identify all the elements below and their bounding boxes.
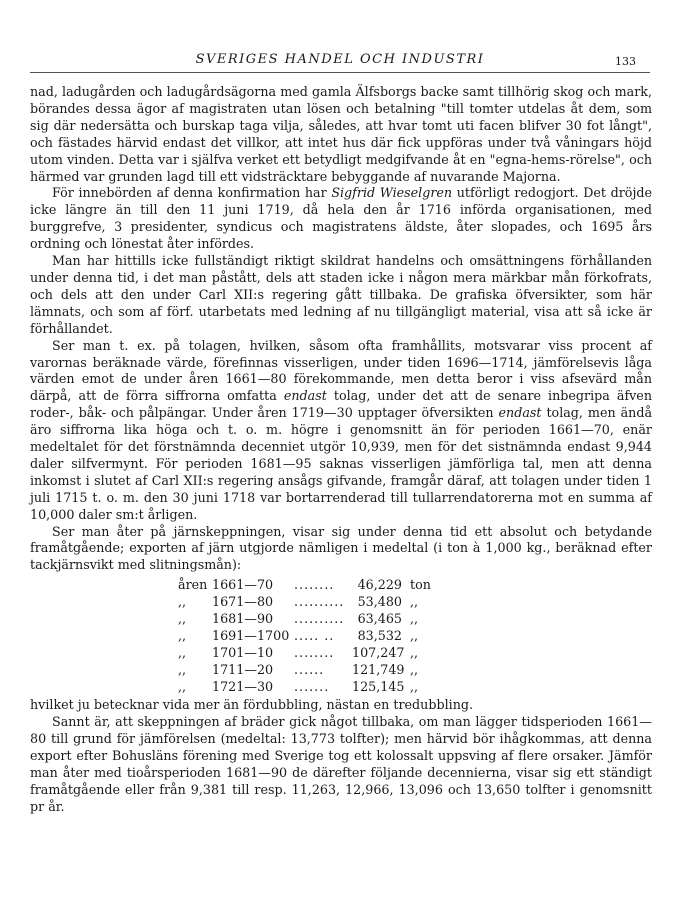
- row-leader-dots: ..........: [294, 611, 345, 627]
- text-segment: Ser man åter på järnskeppningen, visar sig under denna tid ett absolut och betydande framåtgående; exporten af järn utgjorde nämligen i medeltal (i ton à 1,000 kg., beräknad efter tackjärnsvikt med slitningsmån):: [30, 523, 652, 573]
- row-period: 1671—80: [212, 594, 274, 610]
- row-value: 46,229: [357, 577, 402, 593]
- row-label: ,,: [178, 645, 187, 661]
- paragraph-p4: [30, 338, 652, 524]
- table-row: [178, 576, 652, 593]
- row-value: 121,749: [352, 662, 405, 678]
- row-leader-dots: ......: [294, 662, 325, 678]
- text-segment: Ser man t. ex. på tolagen, hvilken, såsom ofta framhållits, motsvarar viss procent af varornas beräknade värde, förefinnas visserligen, under tiden 1696—1714, jämförelsevis låga värden emot de under åren 1661—80 förekommande, men detta beror i viss afsevärd mån därpå, att de förra siffrorna omfatta: [30, 337, 652, 404]
- row-label: ,,: [178, 594, 187, 610]
- table-row: [178, 644, 652, 661]
- row-value: 63,465: [357, 611, 402, 627]
- paragraph-p6: [30, 697, 652, 714]
- body-text: [30, 84, 652, 816]
- running-title: SVERIGES HANDEL OCH INDUSTRI: [195, 52, 485, 67]
- row-leader-dots: ..... ..: [294, 628, 335, 644]
- paragraph-p1: [30, 84, 652, 185]
- text-segment: tolag, men ändå äro siffrorna lika höga och t. o. m. högre i genomsnitt än för perioden 1661—70, enär medeltalet för det förstnämnda decenniet utgör 10,939, men för det sistnämnda endast 9,944 daler silfvermynt. För perioden 1681—95 saknas visserligen jämförliga tal, men att denna inkomst i slutet af Carl XII:s regering ansågs gifvande, framgår däraf, att tolagen under tiden 1 juli 1715 t. o. m. den 30 juni 1718 var bortarrenderad till tullarrendatorerna mot en summa af 10,000 daler sm:t årligen.: [30, 405, 653, 522]
- text-segment: För innebörden af denna konfirmation har: [52, 185, 332, 201]
- text-segment: utförligt redogjort. Det dröjde icke längre än till den 11 juni 1719, då hela den år 1716 införda organisationen, med burggrefve, 3 presidenter, syndicus och magistratens äldste, åter slopades, och 1695 års ordning och lönestat åter infördes.: [30, 185, 653, 252]
- row-value: 125,145: [352, 679, 405, 695]
- text-segment: tolag, under det att de senare inbegripa äfven roder-, båk- och pålpängar. Under åren 1719—30 upptager öfversikten: [30, 388, 652, 421]
- row-period: 1661—70: [212, 577, 274, 593]
- row-period: 1711—20: [212, 662, 274, 678]
- paragraph-p2: [30, 185, 652, 253]
- table-row: [178, 593, 652, 610]
- row-label: ,,: [178, 662, 187, 678]
- row-period: 1691—1700: [212, 628, 290, 644]
- text-segment: Man har hittills icke fullständigt riktigt skildrat handelns och omsättningens förhållanden under denna tid, i det man påstått, dels att staden icke i någon mera märkbar mån förkofrats, och dels att den under Carl XII:s regering gått tillbaka. De grafiska öfversikter, som här lämnats, och som af förf. utarbetats med ledning af nu tillgängligt material, visa att så icke är förhållandet.: [30, 253, 652, 336]
- paragraphs-before-table: [30, 84, 652, 574]
- row-period: 1721—30: [212, 679, 274, 695]
- page-number: 133: [615, 55, 636, 68]
- row-period: 1701—10: [212, 645, 274, 661]
- row-period: 1681—90: [212, 611, 274, 627]
- row-value: 83,532: [357, 628, 402, 644]
- table-row: [178, 661, 652, 678]
- text-segment: nad, ladugården och ladugårdsägorna med gamla Älfsborgs backe samt tillhörig skog och mark, börandes dessa ägor af magistraten utan lösen och betalning "till tomter utdelas åt dem, som sig där nedersätta och burskap taga vilja, således, att hvar tomt uti facen blifver 30 fot långt", och fästades härvid endast det villkor, att intet hus där fick uppföras under två våningars höjd utom vinden. Detta var i själfva verket ett betydligt medgifvande åt en "egna-hems-rörelse", och härmed var grunden lagd till ett vidsträcktare bebyggande af nuvarande Majorna.: [30, 84, 652, 184]
- row-leader-dots: ........: [294, 645, 335, 661]
- emphasized-text: Sigfrid Wieselgren: [331, 185, 453, 201]
- paragraph-p5: [30, 524, 652, 575]
- row-value: 53,480: [357, 594, 402, 610]
- emphasized-text: endast: [283, 388, 327, 404]
- table-row: [178, 678, 652, 695]
- row-unit: ,,: [410, 679, 419, 695]
- paragraph-p3: [30, 253, 652, 338]
- row-leader-dots: ..........: [294, 594, 345, 610]
- row-label: åren: [178, 577, 208, 593]
- row-unit: ,,: [410, 645, 419, 661]
- paragraphs-after-table: [30, 697, 652, 815]
- row-leader-dots: .......: [294, 679, 330, 695]
- row-leader-dots: ........: [294, 577, 335, 593]
- iron-export-table: [30, 576, 652, 695]
- row-unit: ,,: [410, 662, 419, 678]
- text-segment: Sannt är, att skeppningen af bräder gick något tillbaka, om man lägger tidsperioden 1661—80 till grund för jämförelsen (medeltal: 13,773 tolfter); men härvid bör ihågkommas, att denna export efter Bohusläns förening med Sverige tog ett kolossalt uppsving af flere orsaker. Jämför man åter med tioårsperioden 1681—90 de därefter följande decennierna, visar sig ett ständigt framåtgående eller från 9,381 till resp. 11,263, 12,966, 13,096 och 13,650 tolfter i genomsnitt pr år.: [30, 714, 652, 814]
- row-label: ,,: [178, 628, 187, 644]
- paragraph-p7: [30, 714, 652, 815]
- text-segment: hvilket ju betecknar vida mer än fördubbling, nästan en tredubbling.: [30, 697, 474, 713]
- running-header: [30, 50, 650, 73]
- row-label: ,,: [178, 611, 187, 627]
- row-unit: ton: [410, 577, 431, 593]
- row-unit: ,,: [410, 611, 419, 627]
- row-unit: ,,: [410, 628, 419, 644]
- table-row: [178, 610, 652, 627]
- row-unit: ,,: [410, 594, 419, 610]
- row-label: ,,: [178, 679, 187, 695]
- table-row: [178, 627, 652, 644]
- emphasized-text: endast: [498, 405, 542, 421]
- row-value: 107,247: [352, 645, 405, 661]
